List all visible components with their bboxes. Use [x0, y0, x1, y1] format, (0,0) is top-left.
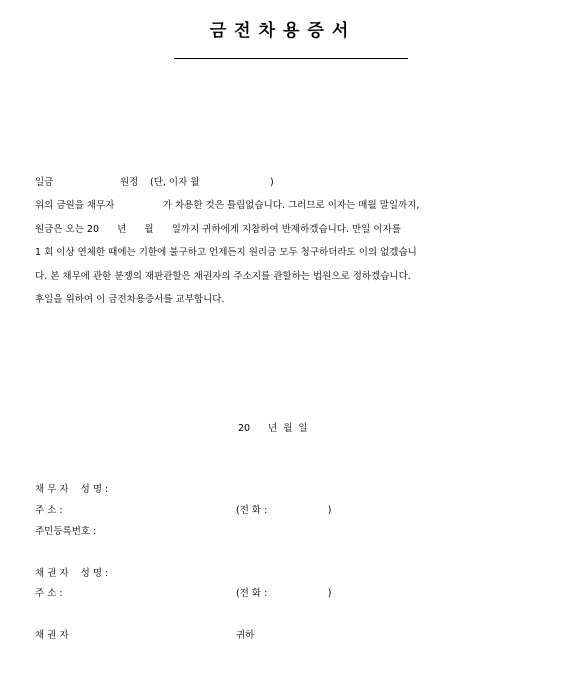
debtor-address-label: 주 소 : [35, 505, 63, 516]
clause-line-2: 원금은 오는 20 년 월 일까지 귀하에게 지참하여 반제하겠습니다. 만일 이자를 [35, 224, 401, 235]
addressee-honorific: 귀하 [236, 630, 255, 641]
debtor-name-label: 채 무 자 성 명 : [35, 484, 109, 495]
date-month-day: 년 월 일 [268, 423, 308, 434]
debtor-id-label: 주민등록번호 : [35, 526, 97, 537]
title-underline [174, 58, 408, 59]
clause-line-4: 다. 본 채무에 관한 분쟁의 재판관할은 채권자의 주소지를 관할하는 법원으로 정하겠습니다. [35, 271, 411, 282]
interest-rate-label: (단, 이자 월 [150, 177, 200, 188]
creditor-address-label: 주 소 : [35, 588, 63, 599]
amount-label: 일금 [35, 177, 54, 188]
document-title: 금전차용증서 [209, 21, 357, 41]
clause-line-1: 위의 금원을 채무자 가 차용한 것은 틀림없습니다. 그러므로 이자는 매월 말일까지, [35, 200, 420, 211]
clause-line-5: 후일을 위하여 이 금전차용증서를 교부합니다. [35, 294, 225, 305]
creditor-phone-label: (전 화 : ) [236, 588, 332, 599]
interest-rate-close: ) [270, 177, 274, 188]
date-year: 20 [238, 423, 251, 434]
debtor-phone-label: (전 화 : ) [236, 505, 332, 516]
clause-line-3: 1 회 이상 연체한 때에는 기한에 불구하고 언제든지 원리금 모두 청구하더라도 이의 없겠습니 [35, 247, 417, 258]
creditor-name-label: 채 권 자 성 명 : [35, 568, 109, 579]
addressee-label: 채 권 자 [35, 630, 69, 641]
amount-won-label: 원정 [120, 177, 139, 188]
